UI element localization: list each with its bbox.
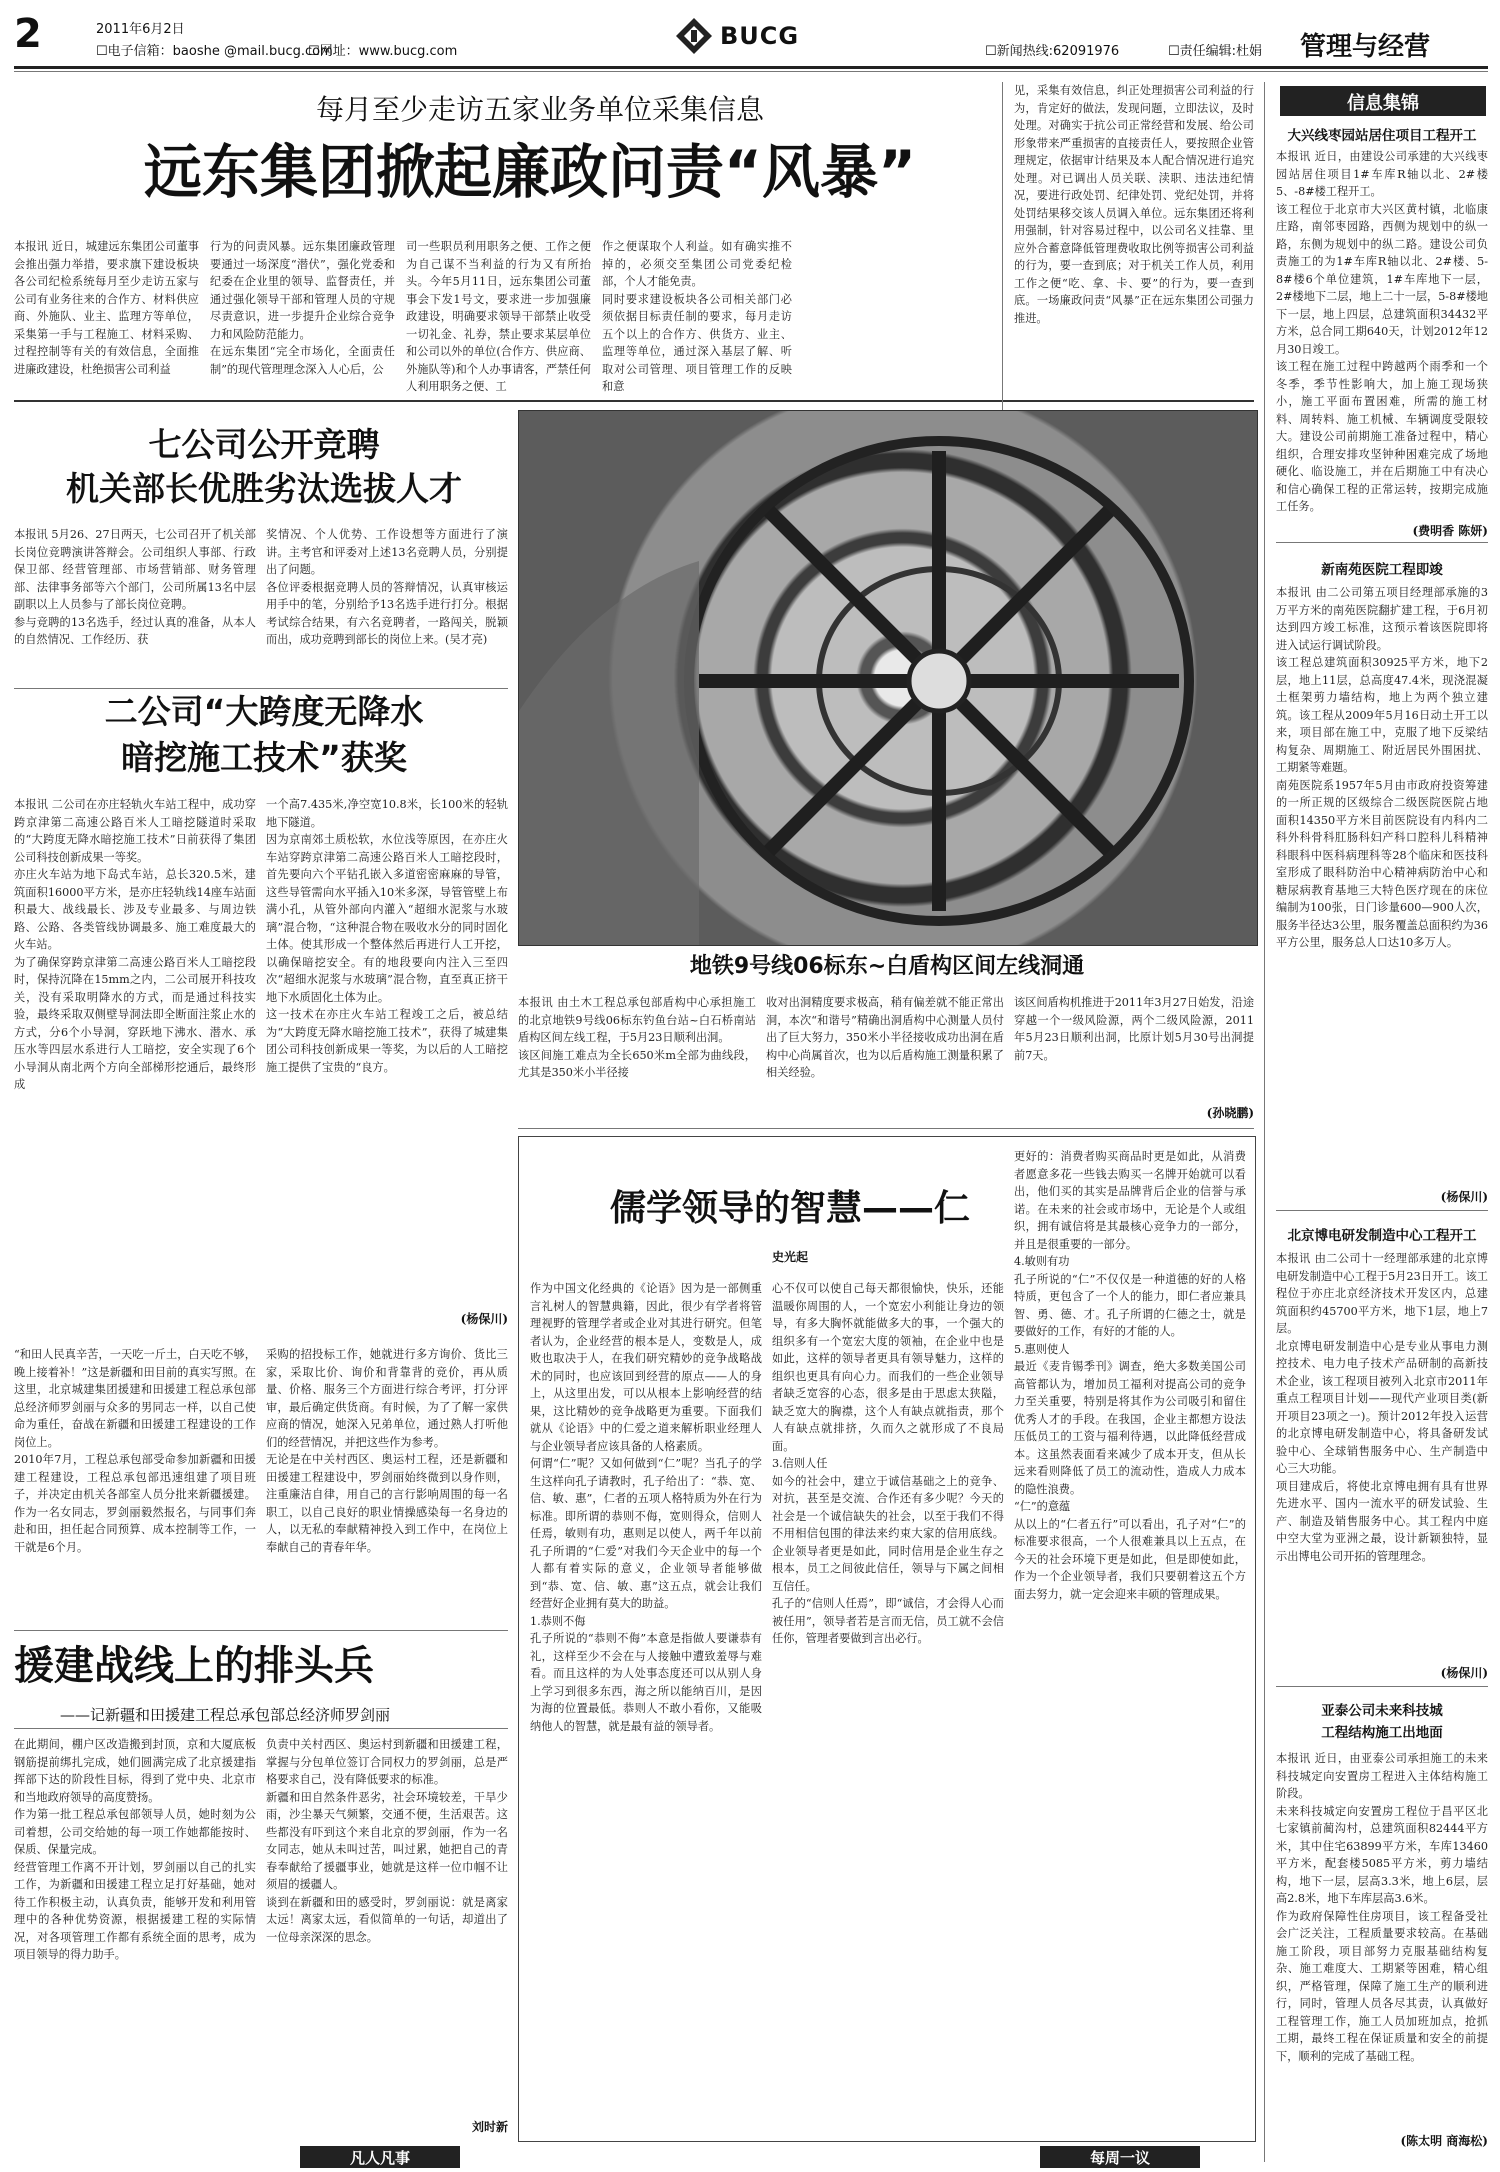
sidebar-item-byline: (杨保川): [1440, 1190, 1488, 1204]
lead-headline: 远东集团掀起廉政问责“风暴”: [143, 138, 917, 206]
lead-rule: [14, 400, 1254, 402]
column-label-fanren-text: 凡人凡事: [349, 2149, 410, 2167]
masthead-rule-thin: [14, 71, 1488, 72]
sidebar-rule-vertical: [1264, 82, 1265, 2162]
sidebar-item-body: 本报讯 由二公司十一经理部承建的北京博电研发制造中心工程于5月23日开工。该工程位于亦庄北京经济技术开发区内，总建筑面积约45700平方米，地下1层，地上7层。 北京博电研发制造中心是专业从事电力测控技术、电力电子技术产品研制的高新技术企业，该工程项目被列入北京市2011年重点工程项目计划——现代产业项目类(新开项目23项之一)。预计2012年投入运营的北京博电研发制造中心，将具备研发试验中心、全球销售服务中心、生产制造中心三大功能。 项目建成后，将使北京博电拥有具有世界先进水平、国内一流水平的研发试验、生产、制造及销售服务中心。其工程内中庭中空大堂为亚洲之最，设计新颖独特，显示出博电公司开拓的管理理念。: [1276, 1252, 1488, 1563]
sidebar-divider: [1276, 542, 1488, 543]
story-title-rule-bottom: [14, 1728, 508, 1729]
sidebar-item-body: 本报讯 近日，由亚泰公司承担施工的未来科技城定向安置房工程进入主体结构施工阶段。 未来科技城定向安置房工程位于昌平区北七家镇前蔺沟村，总建筑面积82444平方米，其中住宅63899平方米，车库13460平方米，配套楼5085平方米，剪力墙结构，地下一层，层高3.3米，地上6层，层高2.8米，地下车库层高3.6米。 作为政府保障性住房项目，该工程备受社会广泛关注，工程质量要求较高。在基础施工阶段，项目部努力克服基础结构复杂、施工难度大、工期紧等困难，精心组织，严格管理，保障了施工生产的顺利进行，同时，管理人员各尽其责，认真做好工程管理工作，施工人员加班加点，抢抓工期，最终工程在保证质量和安全的前提下，顺利的完成了基础工程。: [1276, 1752, 1488, 2063]
essay-col-3: 更好的：消费者购买商品时更是如此，从消费者愿意多花一些钱去购买一名牌开始就可以看出，他们买的其实是品牌背后企业的信誉与承诺。在未来的社会或市场中，无论是个人或组织，拥有诚信将是其最核心竞争力的一部分，并且是很重要的一部分。 4.敏则有功 孔子所说的“仁”不仅仅是一种道德的好的人格特质，更包含了一个人的能力，即仁者应兼具智、勇、德、才。孔子所谓的仁德之士，就是要做好的工作，有好的才能的人。 5.惠则使人 最近《麦肯锡季刊》调查，绝大多数美国公司高管都认为，增加员工福利对提高公司的竞争力至关重要，特别是将其作为公司吸引和留住优秀人才的手段。在我国，企业主都想方设法压低员工的工资与福利待遇，以此降低经营成本。这虽然表面看来减少了成本开支，但从长远来看则降低了员工的流动性，造成人力成本的隐性浪费。 “仁”的意蕴 从以上的“仁者五行”可以看出，孔子对“仁”的标准要求很高，一个人很难兼具以上五点，在今天的社会环境下更是如此，但是即使如此，作为一个企业领导者，我们只要朝着这五个方面去努力，就一定会迎来丰硕的管理成果。: [1014, 1150, 1246, 1601]
sidebar-item-title: 亚泰公司未来科技城 工程结构施工出地面: [1321, 1703, 1443, 1741]
column-label-fanren: [300, 2146, 460, 2168]
issue-date: 2011年6月2日: [96, 22, 185, 37]
recruit-col-1: 本报讯 5月26、27日两天，七公司召开了机关部长岗位竞聘演讲答辩会。公司组织人事部、行政保卫部、经营管理部、市场营销部、财务管理部、法律事务部等六个部门，公司所属13名中层副职以上人员参与了部长岗位竞聘。 参与竞聘的13名选手，经过认真的准备，从本人的自然情况、工作经历、获: [14, 528, 256, 646]
lead-col-4: 作之便谋取个人利益。如有确实推不掉的，必须交至集团公司党委纪检部，个人才能免责。 同时要求建设板块各公司相关部门必须依据目标责任制的要求，每月走访五个以上的合作方、供货方、业主、监理等单位，通过深入基层了解、听取对公司管理、项目管理工作的反映和意: [602, 240, 792, 393]
masthead: [0, 0, 1500, 72]
photo-byline: (孙晓鹏): [1206, 1106, 1254, 1120]
story-intro-col-1: “和田人民真辛苦，一天吃一斤土，白天吃不够，晚上接着补！”这是新疆和田目前的真实写照。在这里，北京城建集团援建和田援建工程总承包部总经济师罗剑丽与众多的男同志一样，以自己使命为重任，奋战在新疆和田援建工程建设的工作岗位上。 2010年7月，工程总承包部受命参加新疆和田援建工程建设，工程总承包部迅速组建了项目班子，并决定由机关各部室人员分批来新疆援建。作为一名女同志，罗剑丽毅然报名，与同事们奔赴和田，担任起合同预算、成本控制等工作，一干就是6个月。: [14, 1348, 256, 1554]
news-hotline: ☐新闻热线:62091976: [985, 44, 1120, 59]
recruit-title-1: 七公司公开竞聘: [148, 425, 380, 464]
website: ☐网址：www.bucg.com: [308, 44, 458, 59]
page-number: 2: [14, 11, 42, 57]
sidebar-item-body: 本报讯 近日，由建设公司承建的大兴线枣园站居住项目1#车库R轴以北、2#楼5、-8#楼工程开工。 该工程位于北京市大兴区黄村镇，北临康庄路，南邻枣园路，西侧为规划中的纵一路，东侧为规划中的纵二路。建设公司负责施工的为1#车库R轴以北、2#楼、5-8#楼6个单位建筑，1#车库地下一层，2#楼地下二层，地上二十一层，5-8#楼地下一层，地上四层，总建筑面积34432平方米，总合同工期640天，计划2012年12月30日竣工。 该工程在施工过程中跨越两个雨季和一个冬季，季节性影响大，加上施工现场狭小，施工平面布置困难，所需的施工材料、周转料、施工机械、车辆调度受限较大。建设公司前期施工准备过程中，精心组织，合理安排攻坚钟种困难完成了场地硬化、临设施工，并在后期施工中有决心和信心确保工程的正常运转，按期完成施工任务。: [1276, 150, 1488, 513]
photo-col-3: 该区间盾构机推进于2011年3月27日始发，沿途穿越一个一级风险源，两个二级风险源，2011年5月23日顺利出洞，比原计划5月30号出洞提前7天。: [1014, 996, 1254, 1062]
photo-col-2: 收对出洞精度要求极高，稍有偏差就不能正常出洞，本次“和谐号”精确出洞盾构中心测量人员付出了巨大努力，350米小半径接收成功出洞在盾构中心尚属首次，也为以后盾构施工测量积累了相关经验。: [766, 996, 1004, 1079]
story-col-1: 在此期间，棚户区改造搬到封顶，京和大厦底板钢筋提前绑扎完成，她们圆满完成了北京援建指挥部下达的阶段性目标，得到了党中央、北京市和当地政府领导的高度赞扬。 作为第一批工程总承包部领导人员，她时刻为公司着想，公司交给她的每一项工作她都能按时、保质、保量完成。 经营管理工作离不开计划，罗剑丽以自己的扎实工作，为新疆和田援建工程立足打好基础，她对待工作积极主动，认真负责，能够开发和利用管理中的各种优势资源，根据援建工程的实际情况，对各项管理工作都有系统全面的思考，成为项目领导的得力助手。: [14, 1738, 256, 1961]
story-col-2: 负责中关村西区、奥运村到新疆和田援建工程，掌握与分包单位签订合同权力的罗剑丽，总是严格要求自己，没有降低要求的标准。 新疆和田自然条件恶劣，社会环境较差，干旱少雨，沙尘暴天气频繁，交通不便，生活艰苦。这些都没有吓到这个来自北京的罗剑丽，作为一名女同志，她从未叫过苦，叫过累，她把自己的青春奉献给了援疆事业，她就是这样一位巾帼不让须眉的援疆人。 谈到在新疆和田的感受时，罗剑丽说：就是离家太远！离家太远，看似简单的一句话，却道出了一位母亲深深的思念。: [266, 1738, 508, 1944]
sidebar-divider: [1276, 1210, 1488, 1211]
story-byline: 刘时新: [471, 2120, 508, 2134]
essay-col-1: 作为中国文化经典的《论语》因为是一部侧重言礼树人的智慧典籍，因此，很少有学者将管理视野的管理学者或企业对其进行研究。但笔者认为，企业经营的根本是人，变数是人，成败也取决于人，在我们研究精妙的竞争战略战术的同时，也应该回到经营的原点——人的身上，从这里出发，可以从根本上影响经营的结果，这比精妙的竞争战略更为重要。下面我们就从《论语》中的仁爱之道来解析职业经理人与企业领导者应该具备的人格素质。 何谓“仁”呢？又如何做到“仁”呢？当孔子的学生这样向孔子请教时，孔子给出了：“恭、宽、信、敏、惠”，仁者的五项人格特质为外在行为标准。即所谓的恭则不侮，宽则得众，信则人任焉，敏则有功，惠则足以使人，两千年以前孔子所谓的“仁爱”对我们今天企业中的每一个人都有着实际的意义，企业领导者能够做到“恭、宽、信、敏、惠”这五点，就会让我们经营好企业拥有莫大的助益。 1.恭则不侮 孔子所说的“恭则不侮”本意是指做人要谦恭有礼，这样至少不会在与人接触中遭致羞辱与难看。而且这样的为人处事态度还可以从别人身上学习到很多东西，海之所以能纳百川，是因为海的位置最低。恭则人不敢小看你，又能吸纳他人的智慧，就是最有益的领导者。: [530, 1282, 762, 1733]
sidebar-header: [1280, 86, 1486, 116]
responsible-editor: ☐责任编辑:杜娟: [1168, 44, 1263, 59]
sidebar-item-byline: (杨保川): [1440, 1666, 1488, 1680]
recruit-rule: [14, 688, 508, 689]
award-title-2: 暗挖施工技术”获奖: [121, 738, 407, 777]
award-title-1: 二公司“大跨度无降水: [104, 692, 424, 731]
essay-col-2: 心不仅可以使自己每天都很愉快，快乐，还能温暖你周围的人，一个宽宏小利能让身边的领导，有多大胸怀就能做多大的事，一个强大的组织多有一个宽宏大度的领袖，在企业中也是如此，这样的领导者更具有领导魅力，这样的组织也更具有向心力。而我们的一些企业领导者缺乏宽容的心态，很多是由于思虑太狭隘，缺乏宽大的胸襟，这个人有缺点就指责，那个人有缺点就排挤，久而久之就形成了不良局面。 3.信则人任 如今的社会中，建立于诚信基础之上的竞争、对抗，甚至是交流、合作还有多少呢？今天的社会是一个诚信缺失的社会，以至于我们不得不用相信包围的律法来约束大家的信用底线。企业领导者更是如此，同时信用是企业生存之根本，员工之间彼此信任，领导与下属之间相互信任。 孔子的“信则人任焉”，即“诚信，才会得人心而被任用”，领导者若是言而无信，员工就不会信任你，管理者要做到言出必行。: [772, 1282, 1004, 1645]
essay-author: 史光起: [771, 1250, 808, 1264]
email: ☐电子信箱：baoshe @mail.bucg.com: [96, 44, 333, 59]
tunnel-boring-machine-photo: [518, 410, 1258, 946]
sidebar-item-body: 本报讯 由二公司第五项目经理部承施的3万平方米的南苑医院翻扩建工程，于6月初达到四方竣工标准，这预示着该医院即将进入试运行调试阶段。 该工程总建筑面积30925平方米，地下2层，地上11层，总高度47.4米，现浇混凝土框架剪力墙结构，地上为两个独立建筑。该工程从2009年5月16日动土开工以来，项目部在施工中，克服了地下反梁结构复杂、周期施工、附近居民外围困扰、工期紧等难题。 南苑医院系1957年5月由市政府投资筹建的一所正规的区级综合二级医院医院占地面积14350平方米目前医院设有内科内二科外科骨科肛肠科妇产科口腔科儿科精神科眼科中医科病理科等28个临床和医技科室形成了眼科防治中心精神病防治中心和糖尿病教育基地三大特色医疗现在的床位编制为100张，日门诊量600—900人次，服务半径达3公里，服务覆盖总面积约为36平方公里，服务总人口达10多万人。: [1276, 586, 1488, 949]
column-label-weekly: [1040, 2146, 1200, 2168]
photo-rule: [518, 1128, 1254, 1129]
story-subtitle: ——记新疆和田援建工程总承包部总经济师罗剑丽: [60, 1706, 391, 1724]
lead-col-3: 司一些职员利用职务之便、工作之便为自己谋不当利益的行为又有所抬头。今年5月11日，远东集团公司董事会下发1号文，要求进一步加强廉政建设，明确要求领导干部禁止收受一切礼金、礼券，禁止要求某层单位和公司以外的单位(合作方、供应商、外施队等)和个人办事请客，严禁任何人利用职务之便、工: [406, 240, 591, 393]
lead-col-5: 见，采集有效信息，纠正处理损害公司利益的行为，肯定好的做法，发现问题，立即法议，及时处理。对确实于抗公司正常经营和发展、给公司形象带来严重损害的直接责任人，要按照企业管理规定，依据审计结果及本人配合情况进行追究处理。对已调出人员关联、渎职、违法违纪情况，要进行政处罚、纪律处罚、党纪处罚，并将处罚结果移交该人员调入单位。远东集团还将利用强制，针对容易过程中，以公司名义挂靠、里应外合蓄意降低管理费收取比例等损害公司利益的行为，要一查到底；对于机关工作人员，利用工作之便“吃、拿、卡、要”的行为，要一查到底。一场廉政问责“风暴”正在远东集团公司强力推进。: [1014, 84, 1254, 325]
award-byline: (杨保川): [460, 1312, 508, 1326]
award-col-1: 本报讯 二公司在亦庄轻轨火车站工程中，成功穿跨京津第二高速公路百米人工暗挖隧道时采取的“大跨度无降水暗挖施工技术”日前获得了集团公司科技创新成果一等奖。 亦庄火车站为地下岛式车站，总长320.5米，建筑面积16000平方米，是亦庄轻轨线14座车站面积最大、战线最长、涉及专业最多、与周边铁路、公路、各类管线协调最多、施工难度最大的火车站。 为了确保穿跨京津第二高速公路百米人工暗挖段时，保持沉降在15mm之内，二公司展开科技攻关，没有采取明降水的方式，而是通过科技实验，最终采取双侧壁导洞法即全断面注浆止水的方式，分6个小导洞，穿跃地下沸水、潜水、承压水等四层水系进行人工暗挖，安全实现了6个小导洞从南北两个方向全部梯形挖通后，最终形成: [14, 798, 256, 1091]
recruit-title-2: 机关部长优胜劣汰选拔人才: [66, 469, 462, 508]
photo-caption: 地铁9号线06标东~白盾构区间左线洞通: [689, 954, 1085, 979]
sidebar-header-label: 信息集锦: [1347, 93, 1419, 114]
masthead-rule: [14, 66, 1488, 69]
bucg-logo-icon: [674, 16, 714, 56]
sidebar-item-title: 北京博电研发制造中心工程开工: [1287, 1228, 1477, 1244]
story-title: 援建战线上的排头兵: [14, 1643, 374, 1689]
award-col-2: 一个高7.435米,净空宽10.8米，长100米的轻轨地下隧道。 因为京南郊土质松软，水位浅等原因，在亦庄火车站穿跨京津第二高速公路百米人工暗挖段时，首先要向六个平钻孔嵌入多道密密麻麻的导管，这些导管需向水平插入10米多深，导管管壁上布满小孔，从管外部向内灌入“超细水泥浆与水玻璃”混合物，“这种混合物在吸收水分的同时固化土体。使其形成一个整体然后再进行人工开挖，以确保暗挖安全。有的地段要向内注入三至四次“超细水泥浆与水玻璃”混合物，直至真正挤干地下水质固化土体为止。 这一技术在亦庄火车站工程竣工之后，被总结为“大跨度无降水暗挖施工技术”，获得了城建集团公司科技创新成果一等奖，为以后的人工暗挖施工提供了宝贵的“良方。: [266, 798, 508, 1074]
bucg-logo: [674, 16, 824, 56]
sidebar-item-byline: (陈太明 商海松): [1400, 2134, 1488, 2148]
lead-col-2: 行为的问责风暴。远东集团廉政管理要通过一场深度“潜伏”，强化党委和纪委在企业里的领导、监督责任，并通过强化领导干部和管理人员的守规尽责意识，进一步提升企业综合竞争力和风险防范能力。 在远东集团“完全市场化，全面责任制”的现代管理理念深入人心后，公: [210, 240, 395, 376]
recruit-col-2: 奖情况、个人优势、工作设想等方面进行了演讲。主考官和评委对上述13名竞聘人员，分别提出了问题。 各位评委根据竞聘人员的答辩情况，认真审核运用手中的笔，分别给予13名选手进行打分。根据考试综合结果，有六名竞聘者，一路闯关，脱颖而出，成功竞聘到部长的岗位上来。(吴才亮): [266, 528, 508, 646]
column-label-weekly-text: 每周一议: [1089, 2149, 1150, 2167]
sidebar-item-byline: (费明香 陈妍): [1412, 524, 1488, 538]
section-name: 管理与经营: [1300, 32, 1431, 62]
essay-title: 儒学领导的智慧——仁: [609, 1188, 970, 1229]
story-intro-col-2: 采购的招投标工作，她就进行多方询价、货比三家，采取比价、询价和背靠背的竞价，再从质量、价格、服务三个方面进行综合考评，打分评审，最后确定供货商。有时候，为了了解一家供应商的情况，她深入兄弟单位，通过熟人打听他们的经营情况，并把这些作为参考。 无论是在中关村西区、奥运村工程，还是新疆和田援建工程建设中，罗剑丽始终微到以身作则，注重廉洁自律，用自己的言行影响周围的每一名职工，以自己良好的职业情操感染每一名身边的人，以无私的奉献精神投入到工作中，在岗位上奉献自己的青春年华。: [266, 1348, 508, 1554]
cutterhead-illustration: [519, 411, 1257, 945]
logo-text: BUCG: [720, 22, 800, 50]
sidebar-item-title: 大兴线枣园站居住项目工程开工: [1287, 128, 1477, 144]
sidebar-item-title: 新南苑医院工程即竣: [1321, 562, 1443, 578]
story-title-rule-top: [14, 1630, 508, 1631]
sidebar-divider: [1276, 1686, 1488, 1687]
lead-col-1: 本报讯 近日，城建远东集团公司董事会推出强力举措，要求旗下建设板块各公司纪检系统每月至少走访五家与公司有业务往来的合作方、材料供应商、外施队、业主、监理方等单位，采集第一手与工程施工、材料采购、过程控制等有关的有效信息，全面推进廉政建设，杜绝损害公司利益: [14, 240, 199, 376]
lead-subtitle: 每月至少走访五家业务单位采集信息: [315, 93, 764, 126]
photo-col-1: 本报讯 由土木工程总承包部盾构中心承担施工的北京地铁9号线06标东钓鱼台站~白石桥南站盾构区间左线工程，于5月23日顺利出洞。 该区间施工难点为全长650米m全部为曲线段，尤其是350米小半径接: [518, 996, 756, 1079]
